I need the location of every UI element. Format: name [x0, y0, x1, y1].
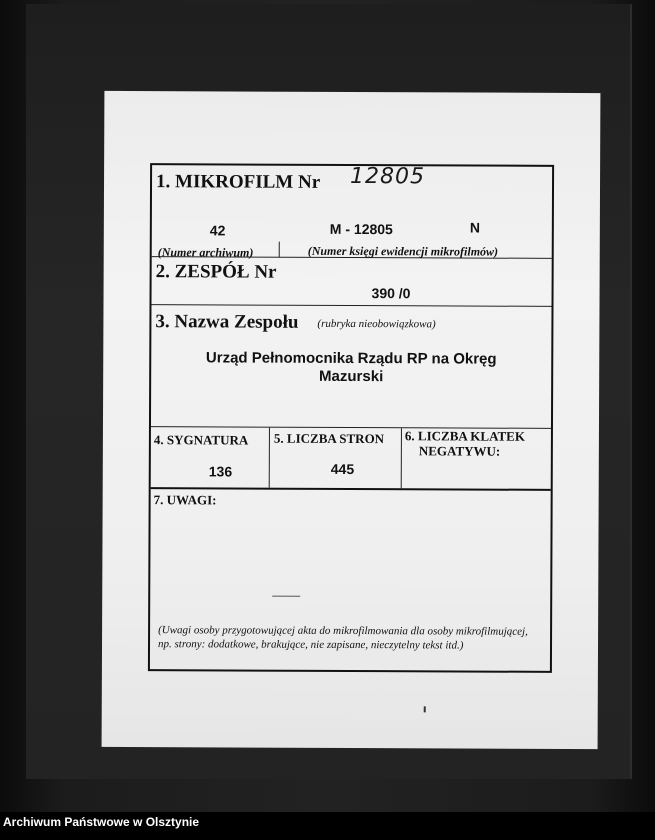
page-count-label: 5. LICZBA STRON — [273, 430, 385, 447]
fonds-number: 390 /0 — [371, 285, 411, 302]
archive-footer: Archiwum Państwowe w Olsztynie — [3, 815, 200, 829]
remarks-instructions-line1: (Uwagi osoby przygotowującej akta do mikrofilmowania dla osoby mikrofilmującej, — [158, 624, 528, 638]
card-form — [148, 163, 554, 673]
fonds-name-value — [151, 349, 551, 387]
archive-number: 42 — [209, 222, 226, 239]
frame-count-label-line2: NEGATYWU: — [418, 443, 501, 459]
column-divider-2 — [401, 428, 402, 488]
register-number-caption: (Numer księgi ewidencji mikrofilmów) — [307, 243, 499, 259]
page-count-value: 445 — [330, 460, 355, 478]
frame-count-label-line1: 6. LICZBA KLATEK — [404, 428, 526, 444]
register-number: M - 12805 — [329, 220, 393, 238]
field-microfilm-number — [152, 165, 552, 259]
fonds-label: 2. ZESPÓŁ Nr — [155, 261, 277, 283]
field-fonds-name — [151, 305, 552, 429]
dust-speck — [424, 706, 426, 712]
microfilm-label: 1. MIKROFILM Nr — [155, 171, 321, 193]
signature-value: 136 — [208, 463, 233, 480]
remarks-label: 7. UWAGI: — [153, 492, 217, 508]
register-suffix: N — [469, 219, 481, 236]
remarks-instructions-line2: np. strony: dodatkowe, brakujące, nie zapisane, nieczytelny tekst itd.) — [157, 638, 464, 652]
fonds-name-line2: Mazurski — [319, 367, 384, 386]
remarks-instructions — [158, 623, 550, 653]
field-remarks — [150, 489, 551, 673]
column-divider-1 — [269, 428, 270, 488]
signature-label: 4. SYGNATURA — [153, 432, 249, 448]
microfilm-card — [102, 91, 601, 749]
archive-number-caption: (Numer archiwum) — [157, 245, 254, 260]
fonds-name-line1: Urząd Pełnomocnika Rządu RP na Okręg — [205, 349, 497, 368]
stray-mark — [272, 596, 300, 597]
fonds-name-label: 3. Nazwa Zespołu — [155, 311, 299, 333]
caption-separator — [279, 242, 280, 258]
optional-note: (rubryka nieobowiązkowa) — [317, 317, 436, 331]
handwritten-number: 12805 — [350, 163, 426, 190]
field-fonds-number — [151, 257, 551, 307]
field-signature-row — [151, 427, 551, 491]
